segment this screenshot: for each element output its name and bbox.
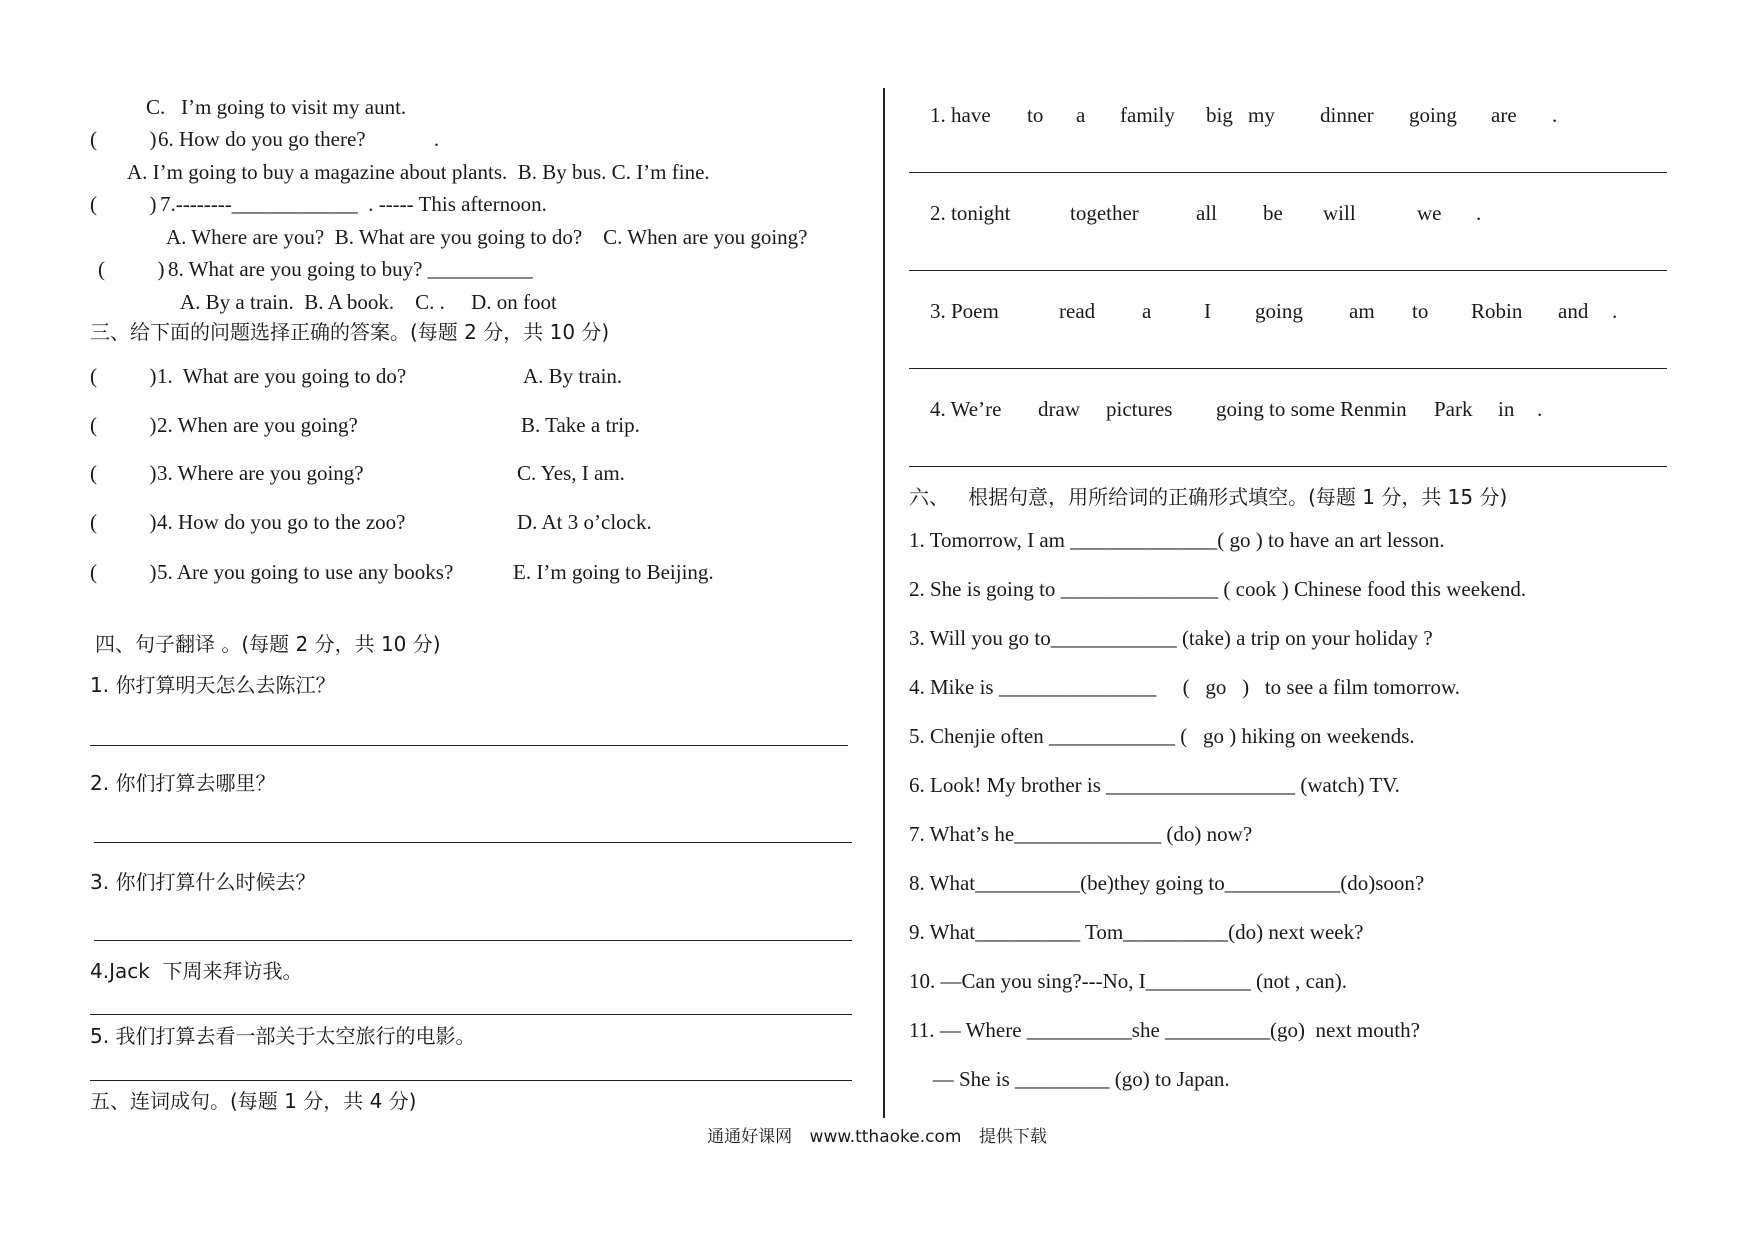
footer-site-name: 通通好课网 — [707, 1127, 793, 1147]
word: in — [1498, 397, 1515, 421]
word-order-item — [930, 399, 1550, 425]
answer-paren: ( ) — [98, 257, 165, 281]
word: 2. tonight — [930, 201, 1011, 225]
fill-blank-item: 8. What__________(be)they going to___________(do)soon? — [909, 871, 1425, 895]
footer — [0, 1122, 1754, 1147]
fill-blank-item: 7. What’s he______________ (do) now? — [909, 822, 1253, 846]
matching-answer: C. Yes, I am. — [517, 461, 625, 485]
fill-blank-item: 11. — Where __________she __________(go) next mouth? — [909, 1018, 1420, 1042]
matching-question: 4. How do you go to the zoo? — [157, 510, 406, 534]
fill-blank-item: 2. She is going to _______________ ( cook ) Chinese food this weekend. — [909, 577, 1527, 601]
word: will — [1323, 201, 1356, 225]
answer-line — [909, 368, 1667, 369]
answer-paren: ( ) — [90, 510, 157, 534]
translation-item: 3. 你们打算什么时候去？ — [90, 870, 316, 894]
word: to — [1027, 103, 1044, 127]
matching-answer: D. At 3 o’clock. — [517, 510, 652, 534]
question-8-options: A. By a train. B. A book. C. . D. on foot — [180, 290, 557, 314]
section-4-title: 四、句子翻译 。(每题 2 分，共 10 分) — [95, 632, 441, 656]
fill-blank-item: 3. Will you go to____________ (take) a trip on your holiday ? — [909, 626, 1433, 650]
answer-line — [909, 270, 1667, 271]
word: be — [1263, 201, 1283, 225]
word: together — [1070, 201, 1139, 225]
word: a — [1076, 103, 1086, 127]
word: pictures — [1106, 397, 1173, 421]
question-6: 6. How do you go there? . — [158, 127, 440, 151]
word: are — [1491, 103, 1517, 127]
translation-item: 5. 我们打算去看一部关于太空旅行的电影。 — [90, 1024, 476, 1048]
word: a — [1142, 299, 1152, 323]
fill-blank-item: 10. —Can you sing?---No, I__________ (not , can). — [909, 969, 1348, 993]
word: . — [1537, 397, 1543, 421]
section-6-title: 六、 根据句意，用所给词的正确形式填空。(每题 1 分，共 15 分) — [909, 485, 1508, 509]
matching-question: 5. Are you going to use any books? — [157, 560, 454, 584]
answer-line — [90, 1014, 852, 1015]
answer-paren: ( ) — [90, 364, 157, 388]
matching-answer: B. Take a trip. — [521, 413, 640, 437]
matching-answer: E. I’m going to Beijing. — [513, 560, 714, 584]
answer-paren: ( ) — [90, 461, 157, 485]
word: going — [1409, 103, 1457, 127]
question-8: 8. What are you going to buy? __________ — [168, 257, 533, 281]
footer-url[interactable]: www.tthaoke.com — [809, 1127, 962, 1147]
word: . — [1612, 299, 1618, 323]
matching-question: 2. When are you going? — [157, 413, 358, 437]
answer-paren: ( ) — [90, 192, 157, 216]
word: am — [1349, 299, 1375, 323]
word: family — [1120, 103, 1175, 127]
word: to some Renmin — [1269, 397, 1407, 421]
answer-line — [909, 172, 1667, 173]
answer-line — [90, 1080, 852, 1081]
answer-paren: ( ) — [90, 127, 157, 151]
question-7-options: A. Where are you? B. What are you going to do? C. When are you going? — [166, 225, 808, 249]
word: dinner — [1320, 103, 1374, 127]
word-order-item — [930, 301, 1620, 327]
matching-question: 3. Where are you going? — [157, 461, 364, 485]
word: and — [1558, 299, 1589, 323]
section-3-title: 三、给下面的问题选择正确的答案。(每题 2 分，共 10 分) — [90, 320, 610, 344]
answer-line — [94, 842, 852, 843]
word: going — [1216, 397, 1264, 421]
word: 4. We’re — [930, 397, 1002, 421]
footer-suffix: 提供下载 — [978, 1127, 1047, 1147]
column-divider — [883, 88, 885, 1118]
matching-answer: A. By train. — [523, 364, 623, 388]
answer-paren: ( ) — [90, 560, 157, 584]
word: read — [1059, 299, 1096, 323]
fill-blank-item: 6. Look! My brother is __________________ (watch) TV. — [909, 773, 1400, 797]
word: Park — [1434, 397, 1473, 421]
question-6-options: A. I’m going to buy a magazine about plants. B. By bus. C. I’m fine. — [127, 160, 710, 184]
word: big — [1206, 103, 1233, 127]
translation-item: 1. 你打算明天怎么去陈江？ — [90, 673, 336, 697]
answer-line — [90, 745, 848, 746]
translation-item: 2. 你们打算去哪里？ — [90, 771, 276, 795]
word: to — [1412, 299, 1429, 323]
word: all — [1196, 201, 1217, 225]
word: 1. have — [930, 103, 991, 127]
question-7: 7.--------____________ . ----- This afternoon. — [160, 192, 547, 216]
q5-option-c: C. I’m going to visit my aunt. — [146, 95, 407, 119]
answer-line — [909, 466, 1667, 467]
translation-item: 4.Jack 下周来拜访我。 — [90, 959, 303, 983]
word-order-item — [930, 203, 1490, 229]
word: . — [1552, 103, 1558, 127]
word: we — [1417, 201, 1442, 225]
word: 3. Poem — [930, 299, 999, 323]
section-5-title: 五、连词成句。(每题 1 分，共 4 分) — [90, 1089, 417, 1113]
fill-blank-item: — She is _________ (go) to Japan. — [917, 1067, 1230, 1091]
word: . — [1476, 201, 1482, 225]
word: my — [1248, 103, 1275, 127]
word: I — [1204, 299, 1211, 323]
word: draw — [1038, 397, 1080, 421]
matching-question: 1. What are you going to do? — [157, 364, 407, 388]
answer-line — [94, 940, 852, 941]
fill-blank-item: 4. Mike is _______________ ( go ) to see a film tomorrow. — [909, 675, 1460, 699]
fill-blank-item: 5. Chenjie often ____________ ( go ) hiking on weekends. — [909, 724, 1415, 748]
fill-blank-item: 9. What__________ Tom__________(do) next week? — [909, 920, 1364, 944]
word: going — [1255, 299, 1303, 323]
answer-paren: ( ) — [90, 413, 157, 437]
word: Robin — [1471, 299, 1523, 323]
word-order-item — [930, 105, 1570, 131]
fill-blank-item: 1. Tomorrow, I am ______________( go ) to have an art lesson. — [909, 528, 1445, 552]
